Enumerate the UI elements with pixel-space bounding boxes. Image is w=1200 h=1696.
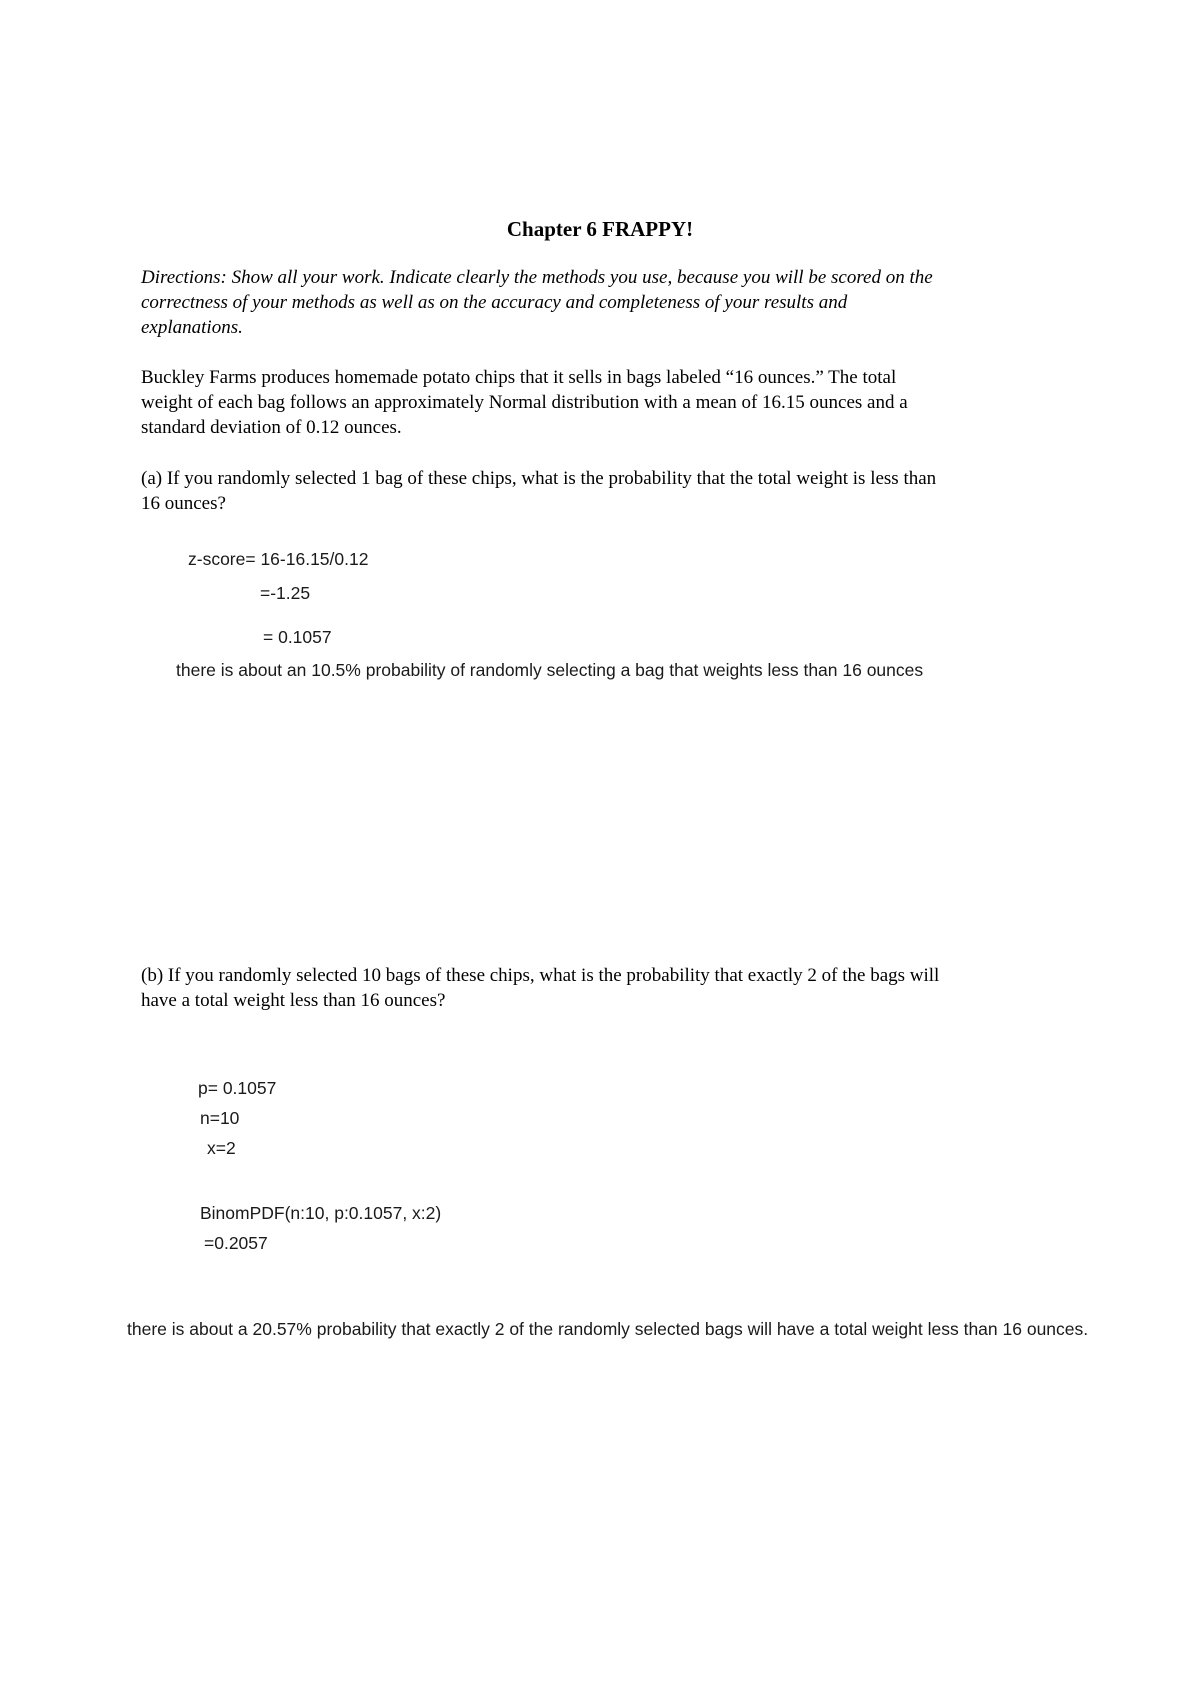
question-b-line: have a total weight less than 16 ounces? — [141, 990, 446, 1011]
intro-paragraph — [141, 365, 1061, 440]
answer-b: there is about a 20.57% probability that exactly 2 of the randomly selected bags will have a total weight less than 16 ounces. — [127, 1319, 1089, 1339]
zscore-value: =-1.25 — [260, 583, 311, 603]
directions-line: explanations. — [141, 317, 243, 338]
intro-line: Buckley Farms produces homemade potato chips that it sells in bags labeled “16 ounces.” The total — [141, 367, 897, 388]
directions-line: Directions: Show all your work. Indicate clearly the methods you use, because you will be scored on the — [141, 267, 933, 288]
question-b — [141, 963, 1061, 1013]
param-x: x=2 — [207, 1138, 236, 1158]
page-title: Chapter 6 FRAPPY! — [506, 217, 694, 241]
probability-value: = 0.1057 — [263, 627, 332, 647]
question-a — [141, 466, 1061, 516]
question-b-line: (b) If you randomly selected 10 bags of these chips, what is the probability that exactly 2 of the bags will — [141, 965, 940, 986]
binompdf-result: =0.2057 — [204, 1233, 268, 1253]
intro-line: weight of each bag follows an approximately Normal distribution with a mean of 16.15 ounces and a — [141, 392, 908, 413]
directions-paragraph — [141, 265, 1061, 340]
question-a-line: 16 ounces? — [141, 493, 226, 514]
question-a-line: (a) If you randomly selected 1 bag of these chips, what is the probability that the total weight is less than — [141, 468, 937, 489]
directions-line: correctness of your methods as well as on the accuracy and completeness of your results and — [141, 292, 848, 313]
answer-a: there is about an 10.5% probability of randomly selecting a bag that weights less than 16 ounces — [176, 660, 924, 680]
param-n: n=10 — [200, 1108, 240, 1128]
binompdf-call: BinomPDF(n:10, p:0.1057, x:2) — [200, 1203, 442, 1223]
zscore-formula: z-score= 16-16.15/0.12 — [188, 549, 369, 569]
param-p: p= 0.1057 — [198, 1078, 277, 1098]
intro-line: standard deviation of 0.12 ounces. — [141, 417, 402, 438]
